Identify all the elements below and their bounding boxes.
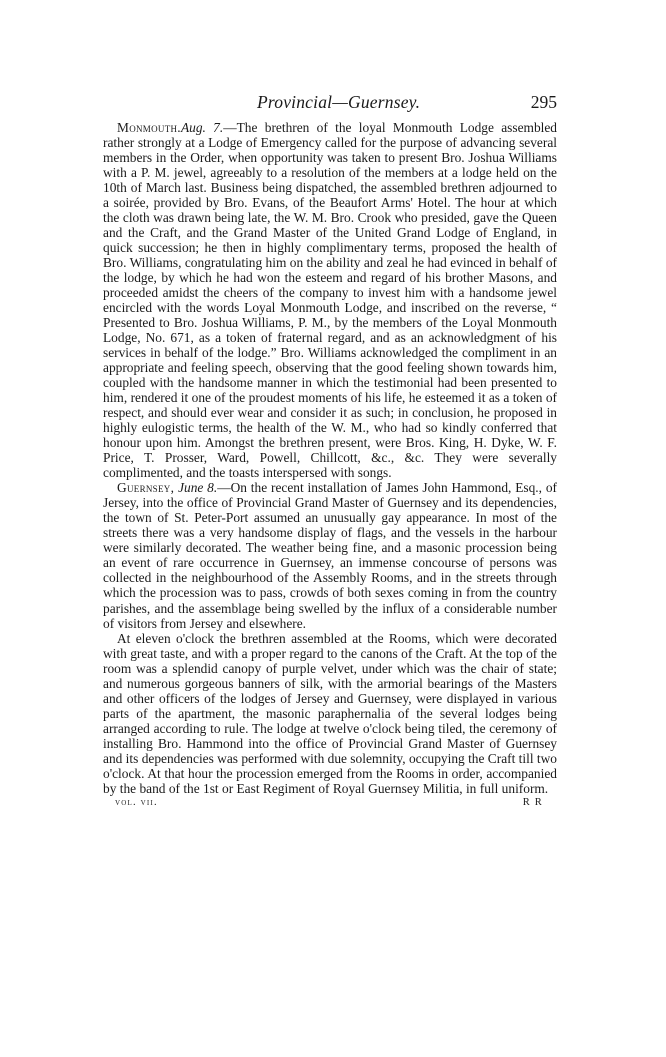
page — [103, 92, 557, 811]
paragraph-lead: Monmouth. — [117, 120, 181, 135]
running-head: Provincial—Guernsey. — [257, 92, 421, 112]
paragraph-text: —The brethren of the loyal Monmouth Lodge assembled rather strongly at a Lodge of Emergency called for the purpose of advancing several members in the Order, when opportunity was taken to present Bro. Joshua Williams with a P. M. jewel, agreeably to a resolution of the members at a lodge held on the 10th of March last. Business being dispatched, the assembled brethren adjourned to a soirée, provided by Bro. Evans, of the Beaufort Arms' Hotel. The hour at which the cloth was drawn being late, the W. M. Bro. Crook who presided, gave the Queen and the Craft, and the Grand Master of the United Grand Lodge of England, in quick succession; he then in highly complimentary terms, proposed the health of Bro. Williams, congratulating him on the ability and zeal he had evinced in behalf of the lodge, by which he had won the esteem and regard of his brother Masons, and proceeded amidst the cheers of the company to invest him with a handsome jewel encircled with the words Loyal Monmouth Lodge, and inscribed on the reverse, “ Presented to Bro. Joshua Williams, P. M., by the members of the Loyal Monmouth Lodge, No. 671, as a token of fraternal regard, and as an acknowledgment of his services in behalf of the lodge.” Bro. Williams acknowledged the compliment in an appropriate and feeling speech, observing that the good feeling shown towards him, coupled with the handsome manner in which the testimonial had been presented to him, rendered it one of the proudest moments of his life, he esteemed it as a token of respect, and should ever wear and consider it as such; in conclusion, he proposed in highly eulogistic terms, the health of the W. M., who had so kindly conferred that honour upon him. Amongst the brethren present, were Bros. King, H. Dyke, W. F. Price, T. Prosser, Ward, Powell, Chillcott, &c., &c. They were severally complimented, and the toasts interspersed with songs. — [103, 120, 557, 481]
page-number: 295 — [530, 92, 557, 112]
paragraph-date: Aug. 7. — [180, 120, 224, 135]
volume-label: vol. vii. — [115, 796, 158, 808]
paragraph-guernsey — [103, 480, 557, 630]
paragraph-text: —On the recent installation of James John Hammond, Esq., of Jersey, into the office of Provincial Grand Master of Guernsey and its dependencies, the town of St. Peter-Port assumed an unusually gay appearance. In most of the streets there was a very handsome display of flags, and the vessels in the harbour were similarly decorated. The weather being fine, and a masonic procession being an event of rare occurrence in Guernsey, an immense concourse of persons was collected in the neighbourhood of the Assembly Rooms, and in the streets through which the procession was to pass, crowds of both sexes coming in from the country parishes, and the assemblage being swelled by the influx of a considerable number of visitors from Jersey and elsewhere. — [103, 480, 557, 631]
signature-mark: R R — [522, 796, 543, 808]
paragraph-monmouth — [103, 120, 557, 480]
paragraph-installation — [103, 631, 557, 796]
page-footer — [103, 797, 557, 811]
paragraph-lead: Guernsey, — [117, 480, 175, 496]
paragraph-date: June 8. — [178, 480, 218, 496]
paragraph-text: At eleven o'clock the brethren assembled at the Rooms, which were decorated with great taste, and with a proper regard to the canons of the Craft. At the top of the room was a splendid canopy of purple velvet, under which was the chair of state; and numerous gorgeous banners of silk, with the armorial bearings of the Masters and other officers of the lodges of Jersey and Guernsey, were displayed in various parts of the apartment, the masonic paraphernalia of the several lodges being arranged according to rule. The lodge at twelve o'clock being tiled, the ceremony of installing Bro. Hammond into the office of Provincial Grand Master of Guernsey and its dependencies was performed with due solemnity, occupying the Craft till two o'clock. At that hour the procession emerged from the Rooms in order, accompanied by the band of the 1st or East Regiment of Royal Guernsey Militia, in full uniform. — [103, 630, 557, 796]
page-header — [103, 92, 557, 120]
